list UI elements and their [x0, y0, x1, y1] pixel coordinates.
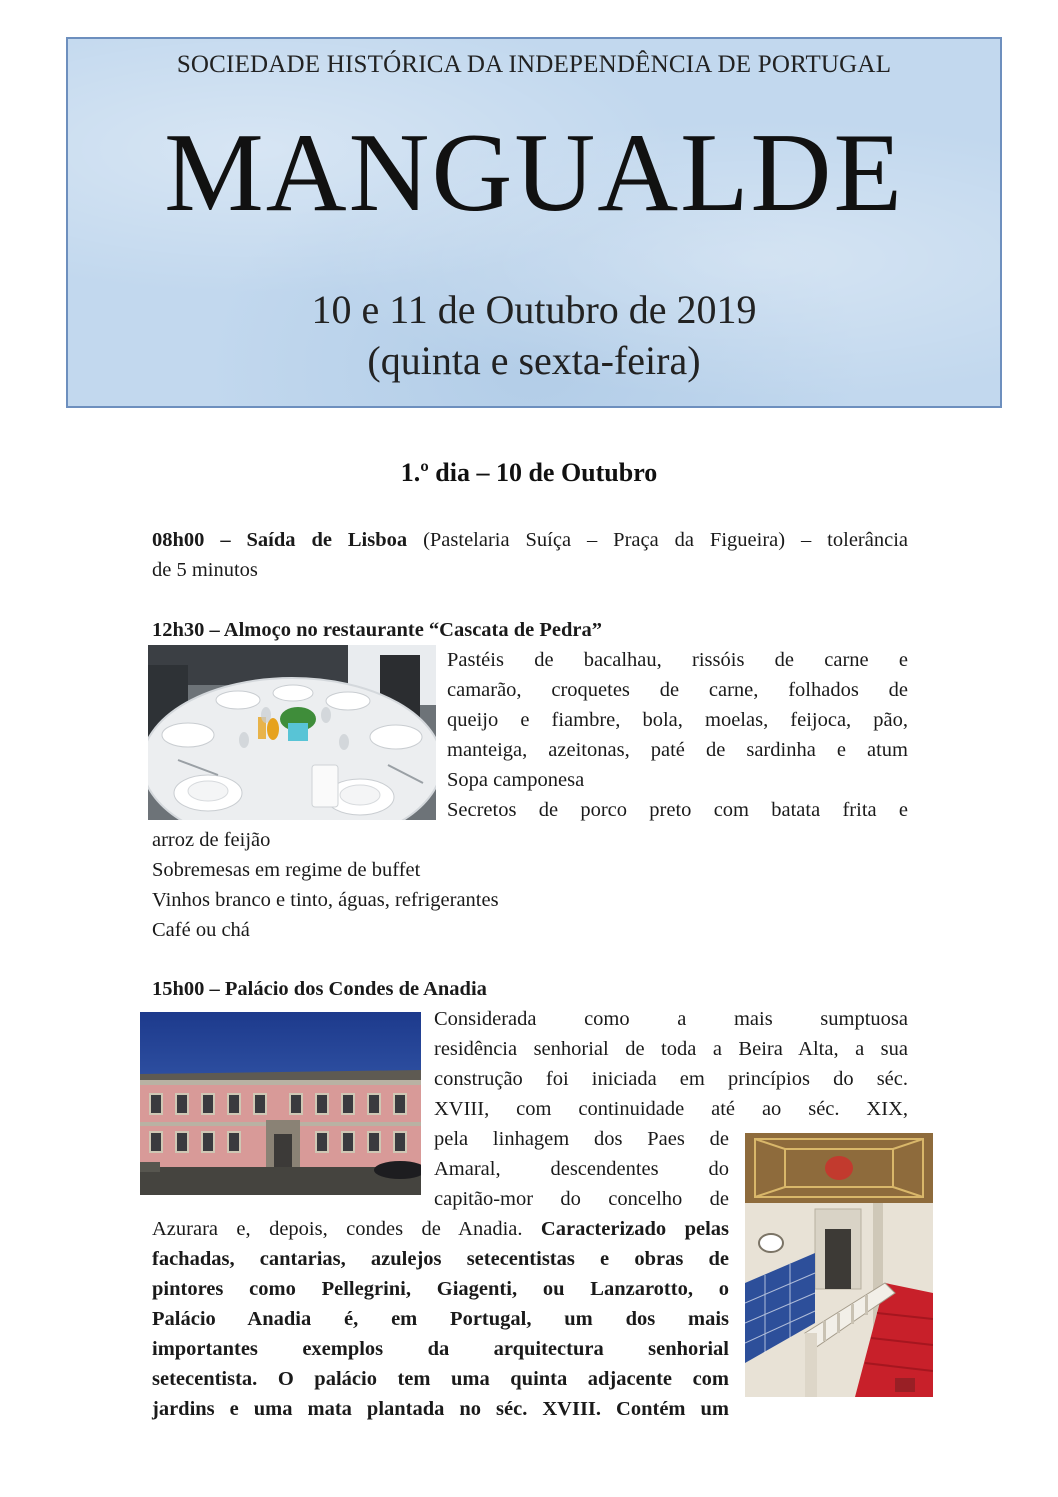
departure-title: 08h00 – Saída de Lisboa: [152, 529, 408, 551]
menu-line: Pastéis de bacalhau, rissóis de carne e: [447, 649, 908, 671]
visit-line: Considerada como a mais sumptuosa: [434, 1008, 908, 1030]
lunch-menu-full: [152, 825, 908, 945]
visit-bold-line: setecentista. O palácio tem uma quinta adjacente com: [152, 1368, 729, 1390]
visit-text-narrow: [434, 1124, 729, 1214]
event-weekdays: (quinta e sexta-feira): [367, 338, 701, 384]
menu-line: Sobremesas em regime de buffet: [152, 859, 421, 881]
menu-line: Vinhos branco e tinto, águas, refrigerantes: [152, 889, 499, 911]
visit-line: pela linhagem dos Paes de: [434, 1128, 729, 1150]
visit-line: capitão-mor do concelho de: [434, 1188, 729, 1210]
visit-text-lower: [152, 1214, 729, 1424]
visit-bold-line: pintores como Pellegrini, Giagenti, ou Lanzarotto, o: [152, 1278, 729, 1300]
lunch-menu-wrapped: [447, 645, 908, 825]
menu-line: arroz de feijão: [152, 829, 271, 851]
visit-bold-line: jardins e uma mata plantada no séc. XVIII. Contém um: [152, 1398, 729, 1420]
society-name: SOCIEDADE HISTÓRICA DA INDEPENDÊNCIA DE PORTUGAL: [176, 51, 892, 78]
header-banner: [66, 37, 1002, 408]
menu-line: queijo e fiambre, bola, moelas, feijoca, pão,: [447, 709, 908, 731]
menu-line: camarão, croquetes de carne, folhados de: [447, 679, 908, 701]
departure-item: [152, 525, 908, 585]
menu-line: manteiga, azeitonas, paté de sardinha e atum: [447, 739, 908, 761]
visit-line-normal-part: Azurara e, depois, condes de Anadia.: [152, 1218, 541, 1240]
visit-line: Amaral, descendentes do: [434, 1158, 729, 1180]
departure-line-2: de 5 minutos: [152, 559, 258, 581]
lunch-title: 12h30 – Almoço no restaurante “Cascata de Pedra”: [152, 619, 603, 641]
visit-bold-line: Palácio Anadia é, em Portugal, um dos mais: [152, 1308, 729, 1330]
visit-bold-line: importantes exemplos da arquitectura senhorial: [152, 1338, 729, 1360]
menu-line: Sopa camponesa: [447, 769, 585, 791]
page-title: MANGUALDE: [164, 111, 904, 235]
day-heading: 1.º dia – 10 de Outubro: [400, 458, 658, 487]
event-dates: [68, 284, 1000, 386]
visit-line-bold-part: Caracterizado pelas: [540, 1218, 729, 1240]
menu-line: Café ou chá: [152, 919, 250, 941]
visit-text-upper: [434, 1004, 908, 1124]
restaurant-table-photo: [148, 645, 436, 820]
visit-line: XVIII, com continuidade até ao séc. XIX,: [434, 1098, 908, 1120]
visit-line-mixed: [152, 1214, 729, 1244]
menu-line: Secretos de porco preto com batata frita e: [447, 799, 908, 821]
visit-line: residência senhorial de toda a Beira Alta, a sua: [434, 1038, 908, 1060]
palace-staircase-photo: [745, 1133, 933, 1397]
event-dates-line: 10 e 11 de Outubro de 2019: [311, 287, 757, 332]
departure-detail: (Pastelaria Suíça – Praça da Figueira) – tolerância: [407, 529, 908, 551]
visit-bold-line: fachadas, cantarias, azulejos setecentistas e obras de: [152, 1248, 729, 1270]
visit-title: 15h00 – Palácio dos Condes de Anadia: [152, 978, 487, 1000]
departure-line-1: [152, 525, 908, 555]
visit-line: construção foi iniciada em princípios do séc.: [434, 1068, 908, 1090]
palace-facade-photo: [140, 1012, 421, 1195]
